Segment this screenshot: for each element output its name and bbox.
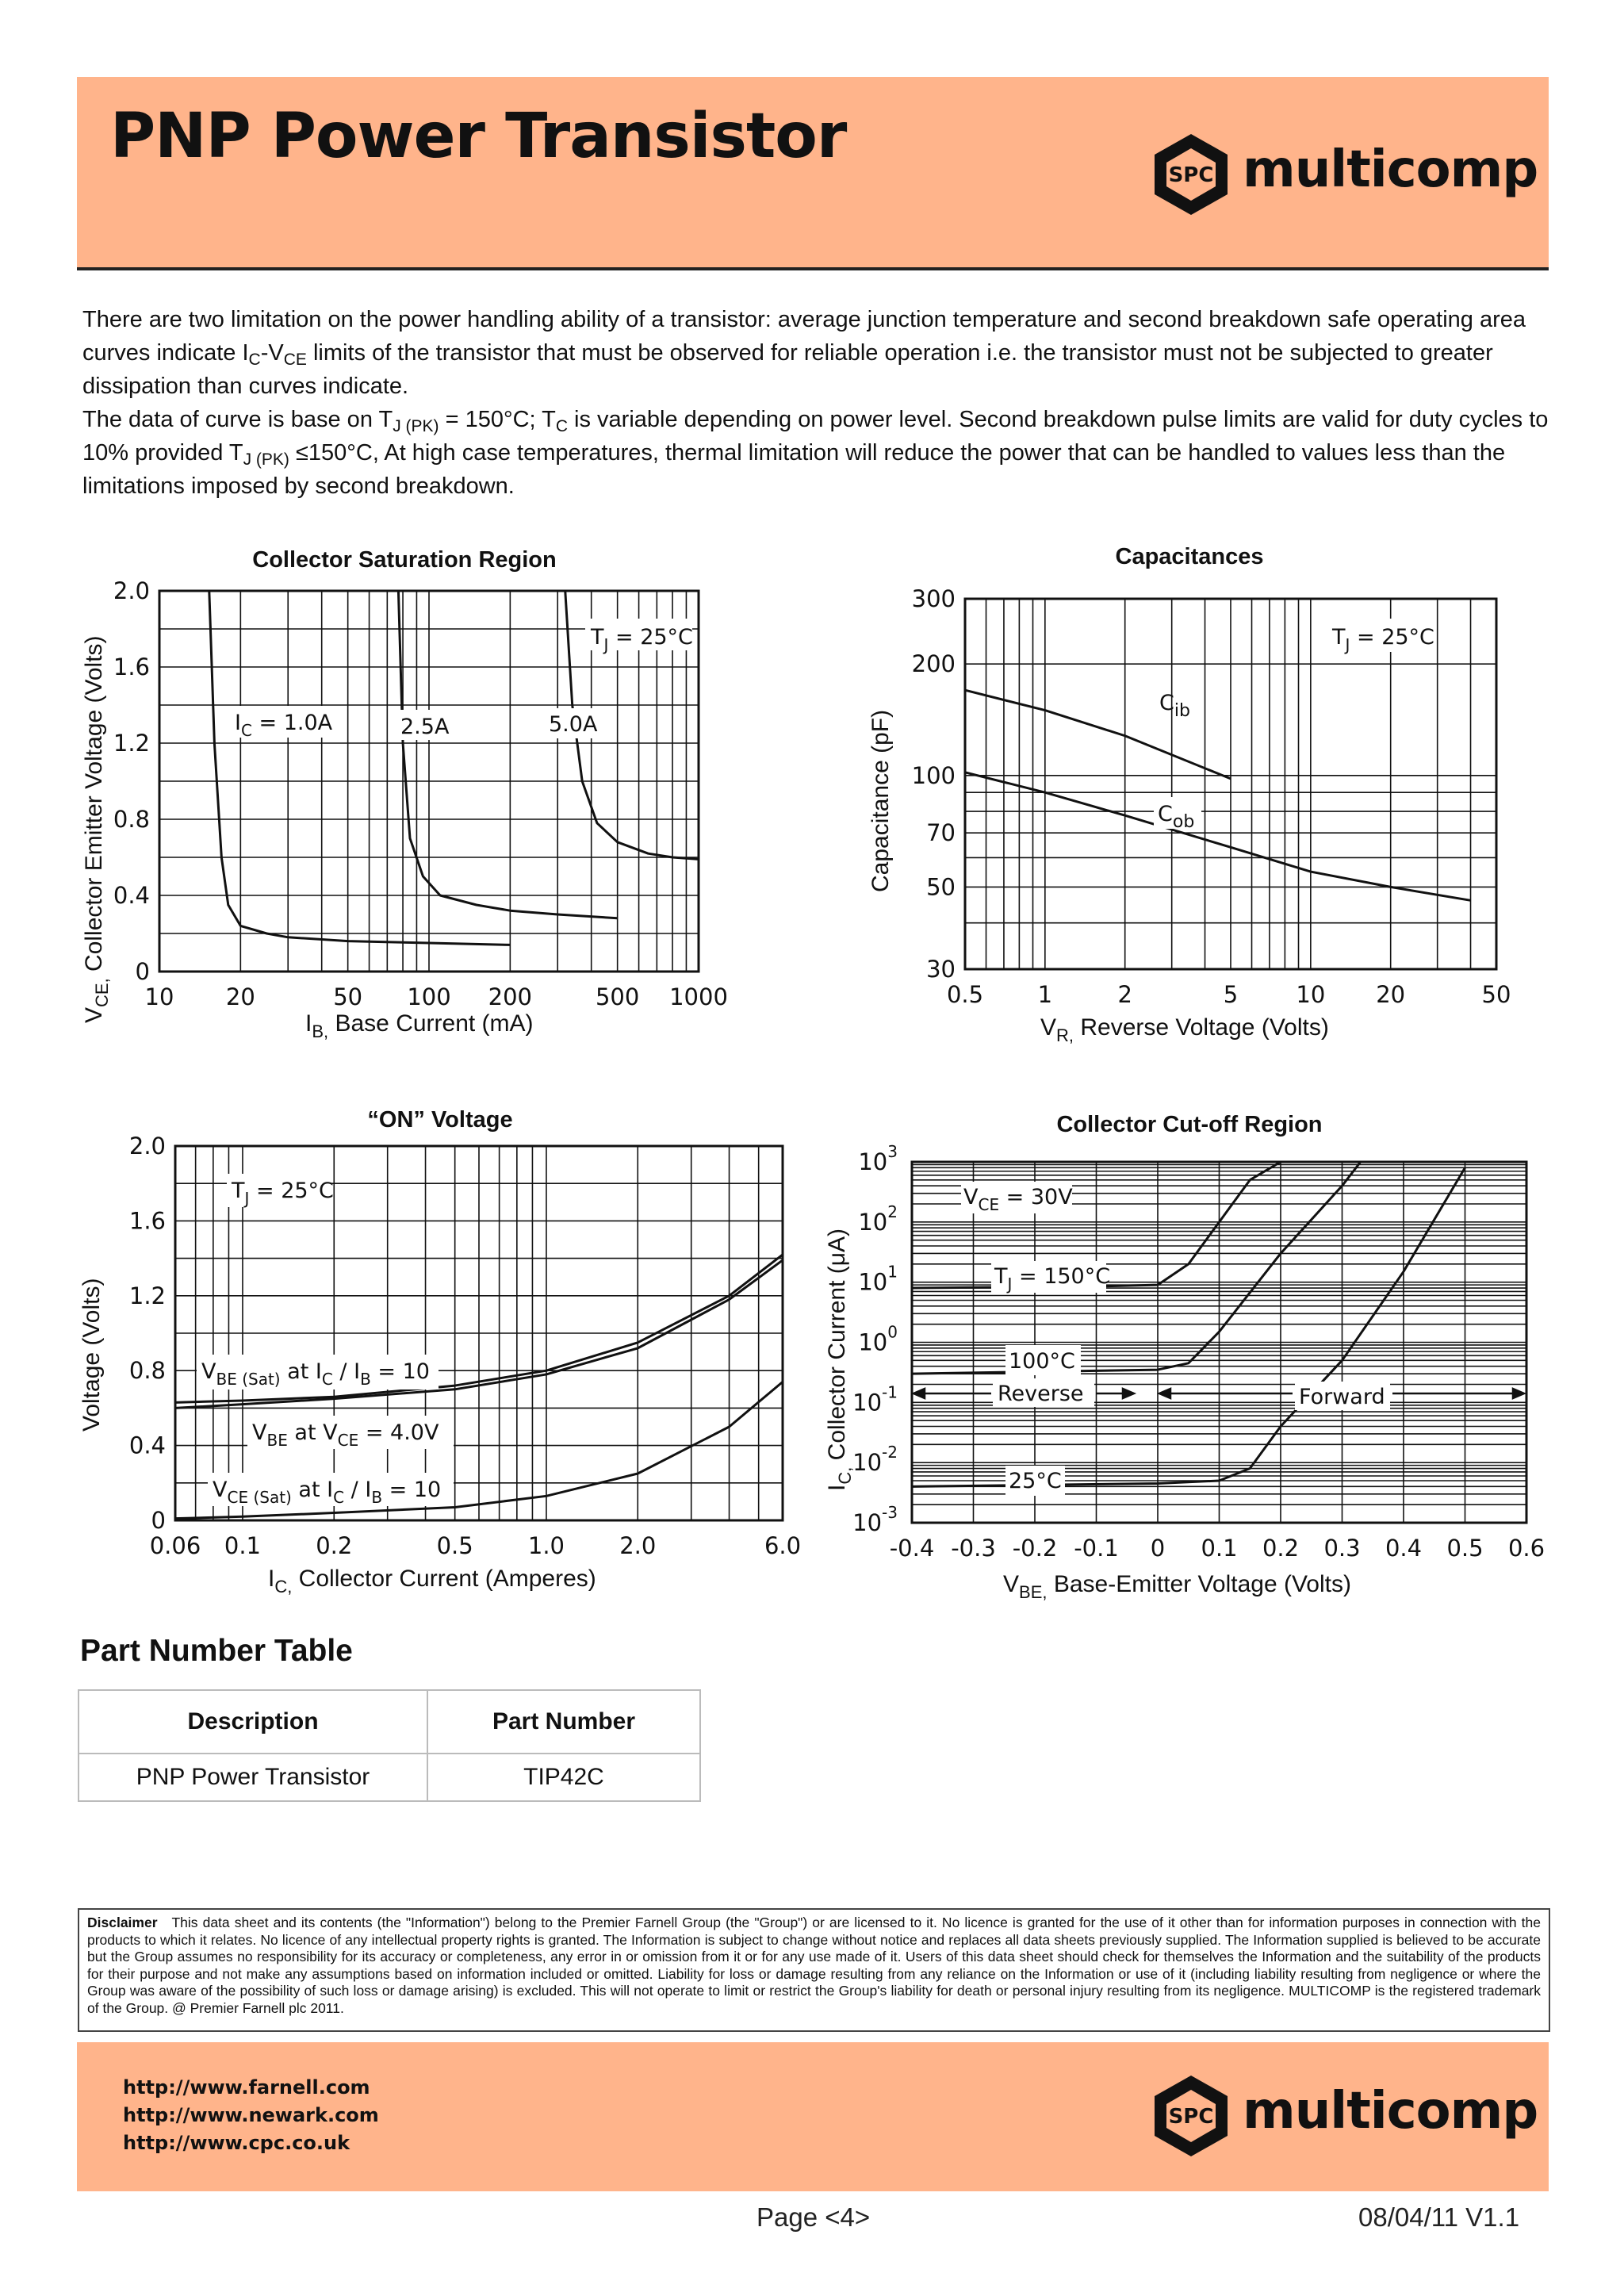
y-tick-label: 1.2 (128, 1282, 166, 1309)
y-tick-label: 0 (151, 1507, 166, 1534)
cob-label: $C_{ob}$ (1158, 802, 1195, 832)
x-tick-label: 100 (407, 983, 451, 1010)
saturation-chart (81, 577, 728, 1041)
y-tick-label: $10^3$ (858, 1142, 898, 1175)
part-number-table (78, 1689, 701, 1802)
disclaimer-box (78, 1908, 1550, 2032)
saturation-ic-1a-label: $I_C = 1.0A$ (235, 711, 333, 740)
capacitance-tj-label: $T_J = 25^\circ C$ (1332, 625, 1434, 654)
link-farnell[interactable]: http://www.farnell.com (123, 2076, 370, 2099)
table-cell-description: PNP Power Transistor (79, 1754, 427, 1801)
x-tick-label: 0.06 (149, 1532, 201, 1559)
y-tick-label: 0.8 (128, 1357, 166, 1385)
x-tick-label: -0.2 (1012, 1535, 1058, 1562)
x-tick-label: -0.3 (951, 1535, 996, 1562)
x-tick-label: 1 (1037, 981, 1053, 1008)
on-voltage-y-axis-label: Voltage (Volts) (79, 1278, 105, 1432)
y-tick-label: 100 (911, 761, 956, 789)
y-tick-label: 2.0 (113, 577, 150, 604)
vbe-sat-label: $V_{BE (Sat)}$ at $I_C / I_B = 10$ (201, 1359, 430, 1389)
y-tick-label: $10^0$ (858, 1322, 898, 1356)
x-tick-label: -0.1 (1074, 1535, 1119, 1562)
series-line-2 (912, 1167, 1465, 1486)
y-tick-label: 200 (911, 650, 956, 678)
version-date: 08/04/11 V1.1 (1358, 2202, 1520, 2232)
x-tick-label: 20 (225, 983, 255, 1010)
logo-wordmark: multicomp (1243, 2082, 1538, 2141)
footer-multicomp-logo (1147, 2072, 1538, 2160)
y-tick-label: 30 (926, 956, 956, 983)
y-tick-label: $10^2$ (858, 1202, 898, 1236)
y-tick-label: 50 (926, 873, 956, 901)
series-line-1 (965, 772, 1471, 901)
y-tick-label: 1.6 (128, 1207, 166, 1235)
x-tick-label: 0.1 (224, 1532, 262, 1559)
y-tick-label: $10^{-2}$ (852, 1443, 898, 1477)
cutoff-25c-label: 25°C (1009, 1469, 1062, 1493)
link-newark[interactable]: http://www.newark.com (123, 2104, 379, 2126)
capacitance-chart (868, 585, 1511, 1045)
x-tick-label: 1.0 (527, 1532, 565, 1559)
saturation-x-axis-label: $I_{B,}$ Base Current (mA) (305, 1010, 534, 1041)
y-tick-label: 2.0 (128, 1133, 166, 1159)
logo-badge: SPC (1168, 163, 1214, 187)
cutoff-tj150-label: $T_J = 150^\circ C$ (994, 1264, 1111, 1294)
logo-badge: SPC (1168, 2105, 1214, 2129)
disclaimer-text: This data sheet and its contents (the "Information") belong to the Premier Farnell Group (the "Group") or are licensed to it. No licence is granted for the use of it other than for information purposes in connection with the products to which it relates. No licence of any intellectual property rights is granted. The Information is subject to change without notice and replaces all data sheets previously supplied. The Information supplied is believed to be accurate but the Group assumes no responsibility for its accuracy or completeness, any error in or omission from it or for any use made of it. Users of this data sheet should check for themselves the Information and the suitability of the products for their purpose and not make any assumptions based on information included or omitted. Liability for loss or damage resulting from any reliance on the Information or use of it (including liability resulting from negligence or where the Group was aware of the possibility of such loss or damage arising) is excluded. This will not operate to limit or restrict the Group's liability for death or personal injury resulting from its negligence. MULTICOMP is the registered trademark of the Group. @ Premier Farnell plc 2011. (87, 1915, 1542, 2016)
disclaimer-label: Disclaimer (87, 1915, 158, 1930)
x-tick-label: 0.4 (1385, 1535, 1423, 1562)
x-tick-label: -0.4 (889, 1535, 935, 1562)
x-tick-label: 0.1 (1201, 1535, 1238, 1562)
y-tick-label: 1.2 (113, 730, 150, 757)
x-tick-label: 5 (1223, 981, 1239, 1008)
page-number: Page <4> (756, 2202, 871, 2232)
cutoff-chart-title: Collector Cut-off Region (1056, 1112, 1323, 1137)
on-voltage-chart-title: “ON” Voltage (367, 1107, 513, 1133)
cutoff-x-axis-label: $V_{BE,}$ Base-Emitter Voltage (Volts) (1003, 1571, 1351, 1602)
vce-sat-label: $V_{CE (Sat)}$ at $I_C / I_B = 10$ (213, 1478, 442, 1507)
reverse-label: Reverse (998, 1382, 1084, 1406)
saturation-y-axis-label: $V_{CE,}$ Collector Emitter Voltage (Volts) (81, 635, 112, 1023)
x-tick-label: 10 (144, 983, 174, 1010)
x-tick-label: 50 (333, 983, 363, 1010)
cutoff-y-axis-label: $I_{C,}$ Collector Current (μA) (824, 1228, 855, 1491)
y-tick-label: $10^{-3}$ (852, 1503, 898, 1536)
y-tick-label: $10^1$ (858, 1262, 898, 1296)
x-tick-label: 0 (1150, 1535, 1166, 1562)
part-table-heading: Part Number Table (80, 1634, 353, 1668)
y-tick-label: 300 (911, 585, 956, 612)
x-tick-label: 0.3 (1323, 1535, 1361, 1562)
x-tick-label: 50 (1481, 981, 1511, 1008)
x-tick-label: 2 (1117, 981, 1132, 1008)
document-title: PNP Power Transistor (110, 101, 847, 172)
x-tick-label: 0.5 (436, 1532, 473, 1559)
on-voltage-tj-label: $T_J = 25^\circ C$ (232, 1179, 334, 1208)
saturation-5-0a-label: 5.0A (549, 712, 598, 737)
saturation-tj-label: $T_J = 25^\circ C$ (591, 625, 693, 654)
series-line-1 (398, 591, 617, 918)
saturation-2-5a-label: 2.5A (400, 715, 450, 739)
x-tick-label: 1000 (669, 983, 728, 1010)
logo-wordmark: multicomp (1243, 140, 1538, 199)
table-header-part-number: Part Number (427, 1690, 700, 1754)
table-row (79, 1754, 700, 1801)
y-tick-label: 70 (926, 819, 956, 847)
vbe-label: $V_{BE}$ at $V_{CE} = 4.0V$ (252, 1420, 439, 1450)
series-line-0 (965, 690, 1231, 779)
series-line-0 (209, 591, 511, 945)
x-tick-label: 6.0 (764, 1532, 802, 1559)
table-cell-part-number: TIP42C (427, 1754, 700, 1801)
x-tick-label: 0.6 (1507, 1535, 1545, 1562)
cutoff-100c-label: 100°C (1009, 1349, 1075, 1374)
x-tick-label: 0.5 (1446, 1535, 1484, 1562)
saturation-chart-title: Collector Saturation Region (252, 547, 557, 573)
on-voltage-x-axis-label: $I_{C,}$ Collector Current (Amperes) (268, 1566, 596, 1596)
capacitance-y-axis-label: Capacitance (pF) (868, 709, 894, 892)
link-cpc[interactable]: http://www.cpc.co.uk (123, 2132, 350, 2154)
on-voltage-chart (79, 1133, 801, 1596)
x-tick-label: 0.2 (1262, 1535, 1300, 1562)
x-tick-label: 10 (1296, 981, 1326, 1008)
intro-paragraph-2: The data of curve is base on $T_{J (PK)} = 150^\circ C$; $T_C$ is variable depending on power level. Second breakdown pulse limits are valid for duty cycles to 10% provided $T_{J (PK)} \le 150^\circ C$, At high case temperatures, thermal limitation will reduce the power that can be handled to values less than the limitations imposed by second breakdown. (82, 407, 1549, 499)
table-header-description: Description (79, 1690, 427, 1754)
capacitance-x-axis-label: $V_{R,}$ Reverse Voltage (Volts) (1040, 1014, 1329, 1045)
y-tick-label: 0.4 (128, 1432, 166, 1459)
intro-paragraph-1: There are two limitation on the power handling ability of a transistor: average junction temperature and second breakdown safe operating area curves indicate $I_C-V_{CE}$ limits of the transistor that must be observed for reliable operation i.e. the transistor must not be subjected to greater dissipation than curves indicate. (82, 307, 1526, 399)
footer-band (77, 2042, 1549, 2191)
x-tick-label: 0.5 (946, 981, 984, 1008)
x-tick-label: 0.2 (316, 1532, 353, 1559)
capacitance-chart-title: Capacitances (1115, 544, 1264, 569)
cutoff-vce-label: $V_{CE} = 30V$ (963, 1185, 1073, 1214)
y-tick-label: $10^{-1}$ (852, 1382, 898, 1416)
y-tick-label: 0 (135, 958, 150, 985)
y-tick-label: 0.4 (113, 882, 150, 909)
y-tick-label: 0.8 (113, 806, 150, 833)
cutoff-chart (824, 1142, 1545, 1602)
forward-label: Forward (1299, 1385, 1385, 1409)
y-tick-label: 1.6 (113, 654, 150, 680)
x-tick-label: 200 (488, 983, 533, 1010)
x-tick-label: 500 (595, 983, 640, 1010)
spc-hexagon-icon (1147, 2072, 1235, 2160)
footer-links (123, 2074, 379, 2157)
x-tick-label: 20 (1376, 981, 1406, 1008)
x-tick-label: 2.0 (619, 1532, 657, 1559)
cib-label: $C_{ib}$ (1159, 691, 1190, 721)
